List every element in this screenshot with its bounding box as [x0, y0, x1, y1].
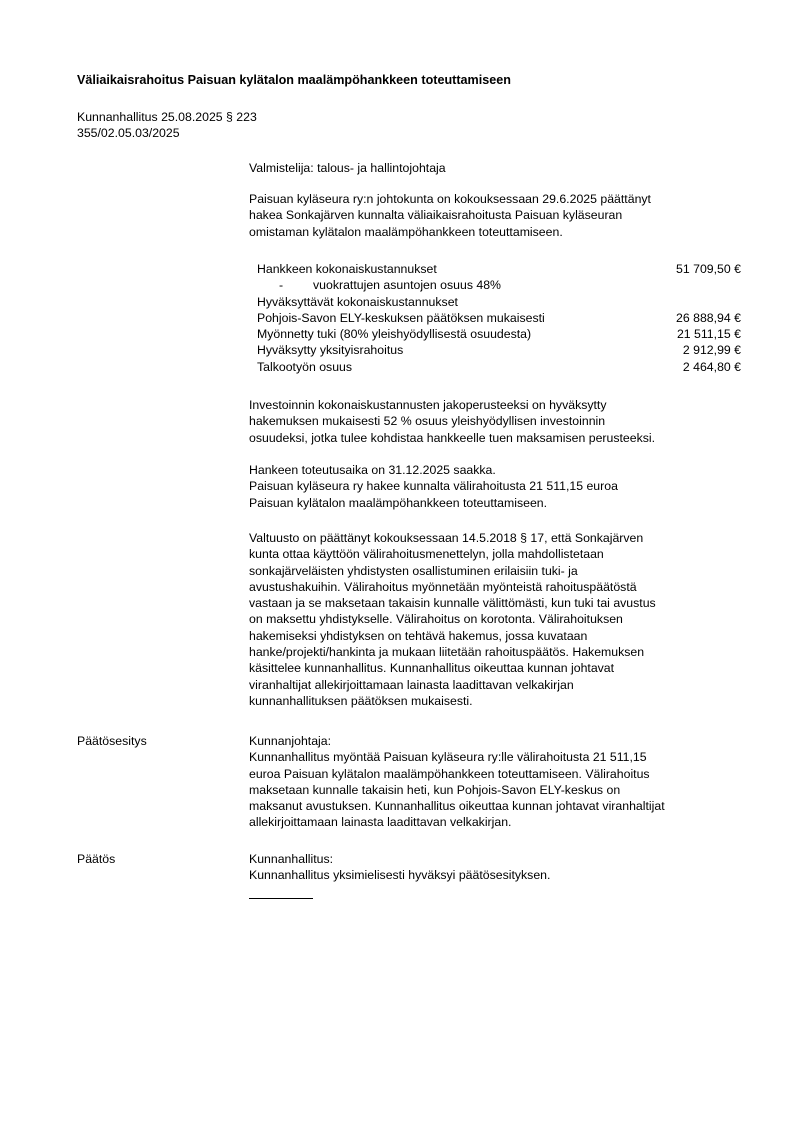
text-line: käsittelee kunnanhallitus. Kunnanhallitus oikeuttaa kunnan johtavat	[249, 661, 615, 676]
end-rule	[249, 898, 313, 899]
cost-row	[257, 342, 741, 358]
proposal-paragraph	[249, 733, 741, 831]
cost-row	[257, 277, 741, 293]
council-decision-paragraph	[249, 530, 741, 709]
text-line: Kunnanhallitus:	[249, 852, 334, 866]
text-line: allekirjoittamaan lainasta laadittavan velkakirjan.	[249, 815, 512, 830]
cost-value: 2 464,80 €	[682, 359, 741, 374]
cost-label	[257, 294, 458, 310]
cost-label-text: Talkootyön osuus	[257, 359, 353, 374]
timing-paragraph	[249, 462, 741, 511]
text-line: Kunnanhallitus yksimielisesti hyväksyi päätösesityksen.	[249, 868, 551, 883]
text-line: hakemuksen mukaisesti 52 % osuus yleishyödyllisen investoinnin	[249, 414, 606, 429]
text-line: Paisuan kylätalon maalämpöhankkeen toteuttamiseen.	[249, 495, 548, 510]
cost-table	[257, 261, 741, 375]
cost-value: 2 912,99 €	[682, 343, 741, 358]
cost-label-text: Myönnetty tuki (80% yleishyödyllisestä osuudesta)	[257, 327, 532, 342]
cost-value: 26 888,94 €	[676, 310, 741, 325]
text-line: kunnanhallituksen päätöksen mukaisesti.	[249, 693, 473, 708]
meeting-reference: Kunnanhallitus 25.08.2025 § 223	[77, 110, 257, 124]
decision-heading: Päätös	[77, 852, 116, 866]
text-line: omistaman kylätalon maalämpöhankkeen toteuttamiseen.	[249, 224, 563, 239]
text-line: vastaan ja se maksetaan takaisin kunnalle välittömästi, kun tuki tai avustus	[249, 596, 656, 611]
text-line: on maksettu yhdistykselle. Välirahoitus on korotonta. Välirahoituksen	[249, 612, 623, 627]
cost-label	[257, 359, 352, 375]
cost-label-text: Hankkeen kokonaiskustannukset	[257, 262, 437, 276]
preparer-line	[249, 160, 741, 176]
proposal-heading: Päätösesitys	[77, 734, 147, 748]
text-line: Kunnanjohtaja:	[249, 734, 332, 748]
text-line: Paisuan kyläseura ry hakee kunnalta välirahoitusta 21 511,15 euroa	[249, 479, 618, 494]
text-line: kunta ottaa käyttöön välirahoitusmenettelyn, jolla mahdollistetaan	[249, 547, 604, 562]
text-line: Hankeen toteutusaika on 31.12.2025 saakka.	[249, 463, 496, 477]
cost-row	[257, 359, 741, 375]
record-number: 355/02.05.03/2025	[77, 126, 180, 140]
intro-paragraph	[249, 191, 741, 240]
cost-label-text: vuokrattujen asuntojen osuus 48%	[313, 278, 501, 293]
cost-row	[257, 326, 741, 342]
cost-label	[257, 326, 531, 342]
cost-label	[257, 261, 437, 277]
cost-label	[257, 310, 545, 326]
text-line: Valtuusto on päättänyt kokouksessaan 14.5.2018 § 17, että Sonkajärven	[249, 531, 644, 545]
text-line: avustushakuihin. Välirahoitus myönnetään myönteistä rahoituspäätöstä	[249, 579, 637, 594]
cost-label-text: Hyväksytty yksityisrahoitus	[257, 343, 404, 358]
list-dash: -	[279, 278, 284, 293]
cost-label	[257, 342, 403, 358]
text-line: viranhaltijat allekirjoittamaan lainasta laadittavan velkakirjan	[249, 677, 574, 692]
cost-row	[257, 261, 741, 277]
text-line: maksanut avustuksen. Kunnanhallitus oikeuttaa kunnan johtavat viranhaltijat	[249, 799, 665, 814]
text-line: Paisuan kyläseura ry:n johtokunta on kokouksessaan 29.6.2025 päättänyt	[249, 192, 651, 206]
text-line: Investoinnin kokonaiskustannusten jakoperusteeksi on hyväksytty	[249, 398, 607, 412]
cost-row	[257, 294, 741, 310]
text-line: hanke/projekti/hankinta ja mukaan liitetään rahoituspäätös. Hakemuksen	[249, 645, 645, 660]
cost-value: 21 511,15 €	[676, 327, 741, 342]
text-line: sonkajärveläisten yhdistysten osallistuminen erilaisiin tuki- ja	[249, 563, 578, 578]
text-line: osuudeksi, jotka tulee kohdistaa hankkeelle tuen maksamisen perusteeksi.	[249, 430, 656, 445]
text-line: maksetaan kunnalle takaisin heti, kun Pohjois-Savon ELY-keskus on	[249, 782, 621, 797]
cost-value: 51 709,50 €	[676, 262, 741, 276]
document-title: Väliaikaisrahoitus Paisuan kylätalon maalämpöhankkeen toteuttamiseen	[77, 73, 511, 87]
text-line: Kunnanhallitus myöntää Paisuan kyläseura ry:lle välirahoitusta 21 511,15	[249, 750, 647, 765]
text-line: hakea Sonkajärven kunnalta väliaikaisrahoitusta Paisuan kyläseuran	[249, 208, 623, 223]
text-line: hakemiseksi yhdistyksen on tehtävä hakemus, jossa kuvataan	[249, 628, 588, 643]
cost-label	[279, 277, 501, 293]
cost-label-text: Pohjois-Savon ELY-keskuksen päätöksen mukaisesti	[257, 310, 545, 325]
preparer-text: Valmistelija: talous- ja hallintojohtaja	[249, 161, 446, 175]
text-line: euroa Paisuan kylätalon maalämpöhankkeen toteuttamiseen. Välirahoitus	[249, 766, 650, 781]
cost-basis-paragraph	[249, 397, 741, 446]
cost-label-text: Hyväksyttävät kokonaiskustannukset	[257, 294, 458, 309]
decision-paragraph	[249, 851, 741, 884]
cost-row	[257, 310, 741, 326]
